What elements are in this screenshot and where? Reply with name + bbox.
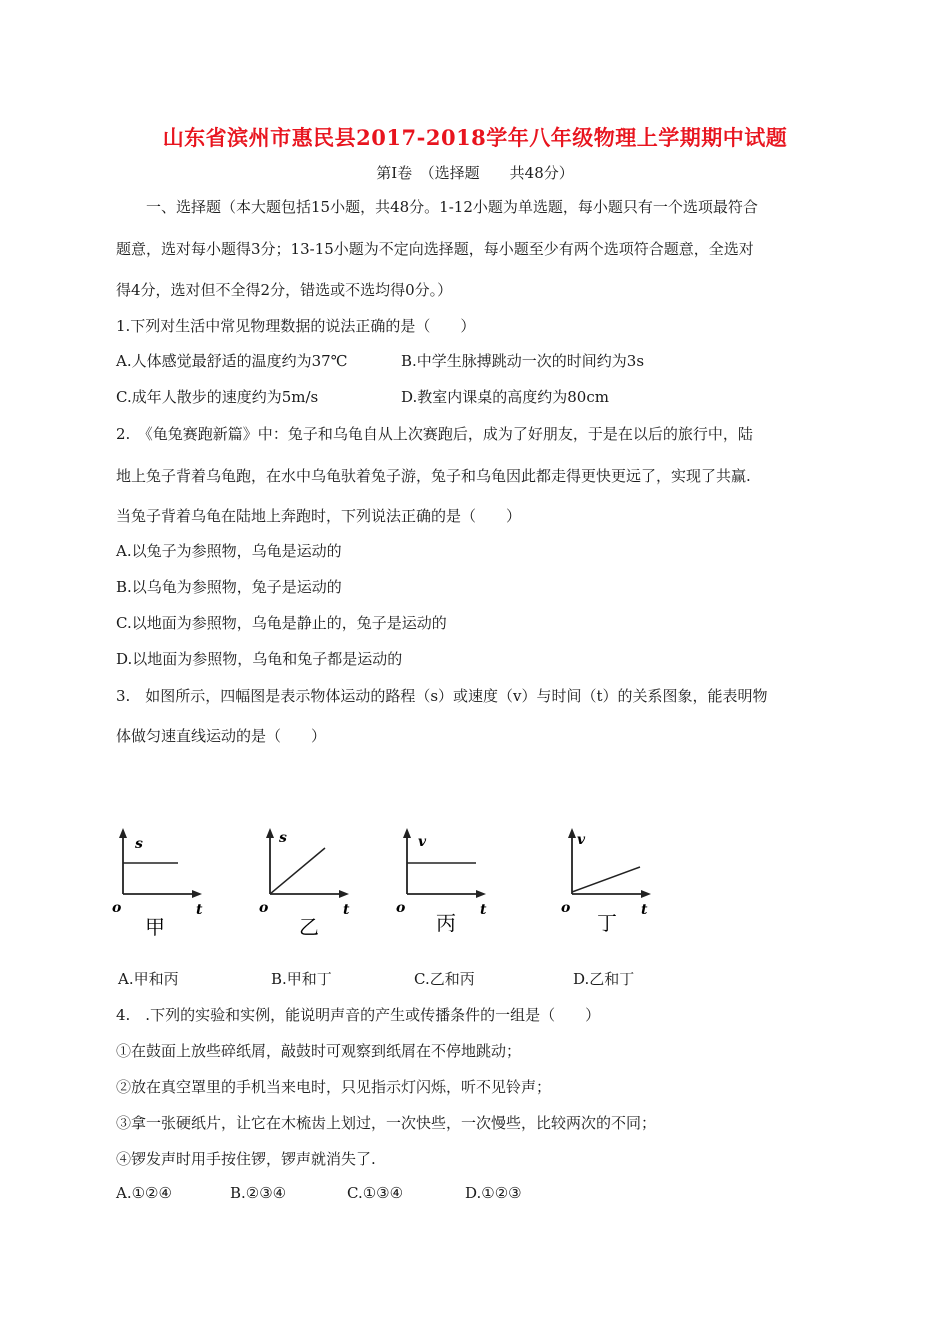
question-1-stem: 1.下列对生活中常见物理数据的说法正确的是（ ） — [116, 317, 476, 335]
q2-option-a: A.以兔子为参照物，乌龟是运动的 — [116, 542, 342, 560]
graph-label: 乙 — [299, 915, 319, 939]
graph-label: 甲 — [145, 915, 165, 939]
q3-option-d: D.乙和丁 — [573, 970, 635, 988]
q4-item: ②放在真空罩里的手机当来电时，只见指示灯闪烁，听不见铃声； — [116, 1078, 552, 1096]
instructions-line: 得4分，选对但不全得2分，错选或不选均得0分。） — [116, 281, 453, 299]
q4-option-d: D.①②③ — [465, 1184, 522, 1202]
x-axis-label: t — [641, 902, 648, 918]
q4-item: ①在鼓面上放些碎纸屑，敲鼓时可观察到纸屑在不停地跳动； — [116, 1042, 522, 1060]
question-4-stem: 4. .下列的实验和实例，能说明声音的产生或传播条件的一组是（ ） — [116, 1006, 601, 1024]
y-axis-label: s — [135, 836, 143, 852]
origin-label: o — [561, 900, 571, 916]
y-axis-label: v — [418, 834, 427, 850]
graph-jia — [108, 822, 218, 939]
page-title: 山东省滨州市惠民县2017-2018学年八年级物理上学期期中试题 — [162, 125, 788, 150]
q1-option-d: D.教室内课桌的高度约为80cm — [401, 388, 609, 406]
y-axis-label: s — [279, 830, 287, 846]
graph-label: 丁 — [597, 911, 617, 935]
instructions-line: 题意，选对每小题得3分；13-15小题为不定向选择题，每小题至少有两个选项符合题意，全选对 — [116, 240, 754, 258]
q3-option-a: A.甲和丙 — [118, 970, 179, 988]
q3-option-c: C.乙和丙 — [414, 970, 475, 988]
q3-option-b: B.甲和丁 — [271, 970, 332, 988]
x-axis-label: t — [343, 902, 350, 918]
graph-bing — [392, 822, 502, 935]
y-axis-label: v — [577, 832, 586, 848]
graph-label: 丙 — [436, 911, 456, 935]
q1-option-c: C.成年人散步的速度约为5m/s — [116, 388, 319, 406]
q4-item: ③拿一张硬纸片，让它在木梳齿上划过，一次快些，一次慢些，比较两次的不同； — [116, 1114, 657, 1132]
q4-option-a: A.①②④ — [116, 1184, 172, 1202]
origin-label: o — [112, 900, 122, 916]
q2-option-c: C.以地面为参照物，乌龟是静止的，兔子是运动的 — [116, 614, 447, 632]
graph-ding — [557, 822, 667, 935]
instructions-line: 一、选择题（本大题包括15小题，共48分。1-12小题为单选题，每小题只有一个选项最符合 — [146, 198, 758, 216]
q2-option-b: B.以乌龟为参照物，兔子是运动的 — [116, 578, 342, 596]
origin-label: o — [396, 900, 406, 916]
q1-option-b: B.中学生脉搏跳动一次的时间约为3s — [401, 352, 645, 370]
q4-item: ④锣发声时用手按住锣，锣声就消失了. — [116, 1150, 376, 1168]
q2-option-d: D.以地面为参照物，乌龟和兔子都是运动的 — [116, 650, 403, 668]
q4-option-b: B.②③④ — [230, 1184, 287, 1202]
section-subtitle: 第Ⅰ卷 （选择题 共48分） — [376, 164, 574, 182]
x-axis-label: t — [480, 902, 487, 918]
q4-option-c: C.①③④ — [347, 1184, 404, 1202]
question-2-stem: 当兔子背着乌龟在陆地上奔跑时，下列说法正确的是（ ） — [116, 507, 522, 525]
origin-label: o — [259, 900, 269, 916]
graph-yi — [255, 822, 365, 939]
question-3-stem: 3. 如图所示，四幅图是表示物体运动的路程（s）或速度（v）与时间（t）的关系图象，能表明物 — [116, 687, 768, 705]
question-2-stem: 地上兔子背着乌龟跑，在水中乌龟驮着兔子游，兔子和乌龟因此都走得更快更远了，实现了共赢. — [116, 467, 751, 485]
x-axis-label: t — [196, 902, 203, 918]
question-2-stem: 2. 《龟兔赛跑新篇》中：兔子和乌龟自从上次赛跑后，成为了好朋友，于是在以后的旅行中，陆 — [116, 425, 753, 443]
question-3-stem: 体做匀速直线运动的是（ ） — [116, 727, 327, 745]
q1-option-a: A.人体感觉最舒适的温度约为37℃ — [116, 352, 348, 370]
